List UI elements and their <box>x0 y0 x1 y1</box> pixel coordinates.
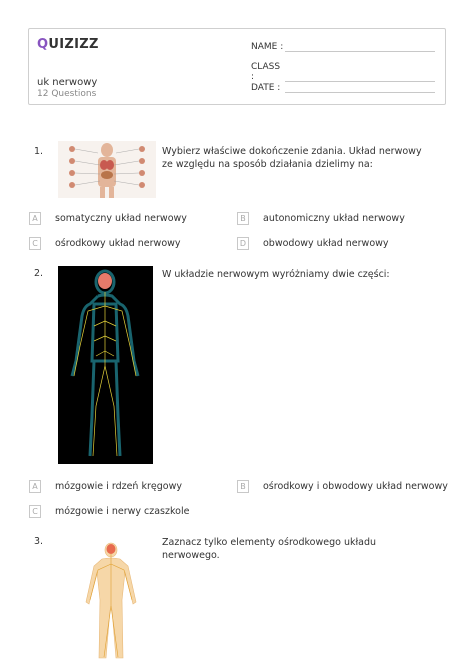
question-3-text: Zaznacz tylko elementy ośrodkowego układu nerwowego. <box>162 537 377 561</box>
option-letter: A <box>29 480 41 493</box>
option-letter: A <box>29 212 41 225</box>
date-label: DATE : <box>251 83 281 93</box>
q1-option-c[interactable] <box>29 237 181 250</box>
option-text: ośrodkowy układ nerwowy <box>55 238 181 249</box>
quizizz-logo: QUIZIZZ <box>37 37 99 52</box>
q2-option-b[interactable] <box>237 480 448 493</box>
option-letter: C <box>29 505 41 518</box>
question-1-number: 1. <box>34 146 44 157</box>
class-field <box>251 62 435 82</box>
option-text: obwodowy układ nerwowy <box>263 238 389 249</box>
question-2-text: W układzie nerwowym wyróżniamy dwie części: <box>162 269 390 280</box>
option-letter: C <box>29 237 41 250</box>
question-3-number: 3. <box>34 536 44 547</box>
option-text: somatyczny układ nerwowy <box>55 213 187 224</box>
option-text: mózgowie i nerwy czaszkole <box>55 506 190 517</box>
worksheet-title: uk nerwowy <box>37 77 98 88</box>
question-1-text: Wybierz właściwe dokończenie zdania. Układ nerwowy ze względu na sposób działania dzielimy na: <box>162 146 422 170</box>
name-field <box>251 42 435 52</box>
nervous-system-image <box>58 266 153 464</box>
name-line[interactable] <box>285 44 435 52</box>
option-letter: D <box>237 237 249 250</box>
date-field <box>251 83 435 93</box>
option-text: mózgowie i rdzeń kręgowy <box>55 481 182 492</box>
option-letter: B <box>237 480 249 493</box>
q1-option-b[interactable] <box>237 212 405 225</box>
question-2-number: 2. <box>34 268 44 279</box>
option-text: autonomiczny układ nerwowy <box>263 213 405 224</box>
option-text: ośrodkowy i obwodowy układ nerwowy <box>263 481 448 492</box>
option-letter: B <box>237 212 249 225</box>
worksheet-header <box>28 28 446 105</box>
name-label: NAME : <box>251 42 284 52</box>
q1-option-d[interactable] <box>237 237 389 250</box>
question-count: 12 Questions <box>37 89 97 99</box>
class-label: CLASS : <box>251 62 281 82</box>
body-outline-image <box>80 540 142 665</box>
q2-option-c[interactable] <box>29 505 189 518</box>
q1-option-a[interactable] <box>29 212 187 225</box>
class-line[interactable] <box>285 74 435 82</box>
q2-option-a[interactable] <box>29 480 182 493</box>
date-line[interactable] <box>285 85 435 93</box>
organs-diagram-image <box>58 141 156 198</box>
